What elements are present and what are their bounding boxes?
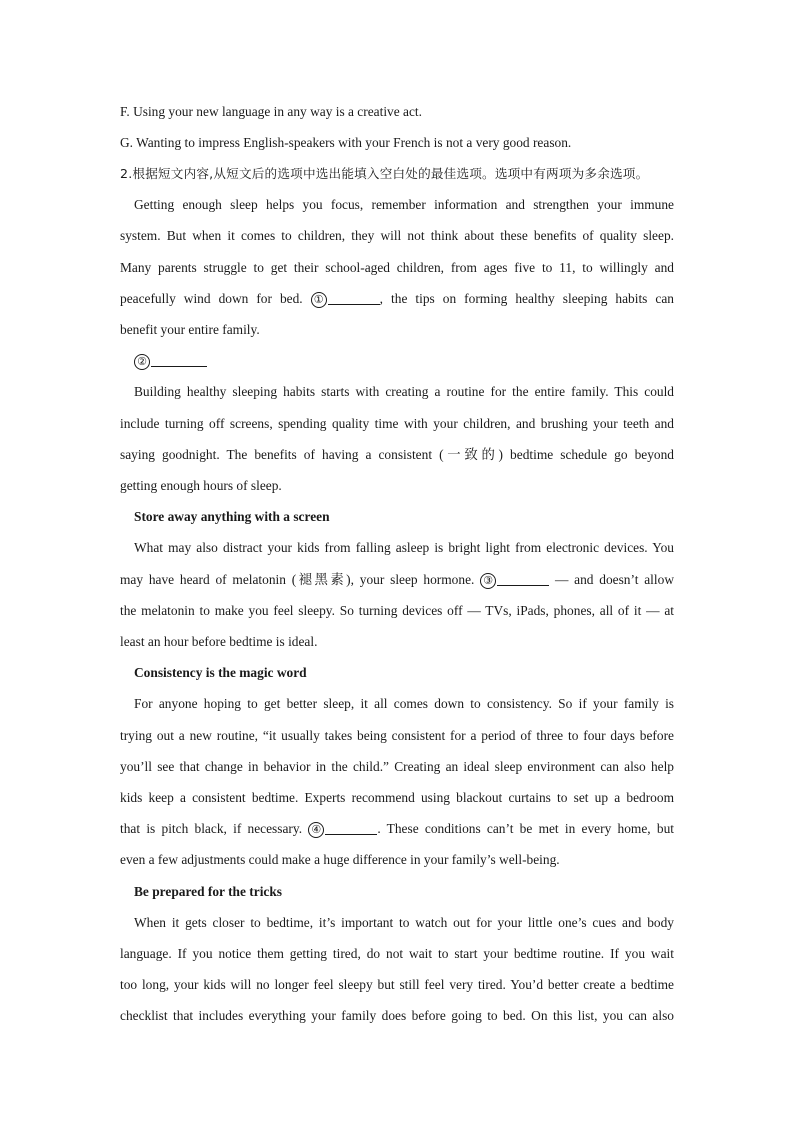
blank-marker-3: ③ xyxy=(480,573,496,589)
p4-line-5 xyxy=(120,819,674,839)
section-heading-tricks: Be prepared for the tricks xyxy=(134,884,283,899)
p3-line-3: the melatonin to make you feel sleepy. So turning devices off — TVs, iPads, phones, all of it — at xyxy=(120,603,674,618)
p1-line-2: system. But when it comes to children, they will not think about these benefits of quality sleep. xyxy=(120,228,674,243)
p5-line-4: checklist that includes everything your family does before going to bed. On this list, you can also xyxy=(120,1008,674,1023)
p5-line-3: too long, your kids will no longer feel sleepy but still feel very tired. You’d better create a bedtime xyxy=(120,977,674,992)
p3-line-1: What may also distract your kids from falling asleep is bright light from electronic devices. You xyxy=(134,540,674,555)
p3-line-2-text-a: may have heard of melatonin (褪黑素), your sleep hormone. xyxy=(120,572,475,587)
p4-line-5-text-a: that is pitch black, if necessary. xyxy=(120,821,303,836)
p5-line-1: When it gets closer to bedtime, it’s important to watch out for your little one’s cues and body xyxy=(134,915,674,930)
p1-line-3: Many parents struggle to get their school-aged children, from ages five to 11, to willingly and xyxy=(120,260,674,275)
p4-line-6: even a few adjustments could make a huge difference in your family’s well-being. xyxy=(120,852,560,867)
task-instruction: 2.根据短文内容,从短文后的选项中选出能填入空白处的最佳选项。选项中有两项为多余选项。 xyxy=(120,166,649,181)
answer-blank-3[interactable] xyxy=(497,572,549,586)
blank-marker-1: ① xyxy=(311,292,327,308)
p1-line-4-text-a: peacefully wind down for bed. xyxy=(120,291,303,306)
option-g: G. Wanting to impress English-speakers with your French is not a very good reason. xyxy=(120,135,572,150)
p2-line-1: Building healthy sleeping habits starts with creating a routine for the entire family. This could xyxy=(134,384,674,399)
p2-line-3: saying goodnight. The benefits of having a consistent (一致的) bedtime schedule go beyond xyxy=(120,447,674,462)
p4-line-3: you’ll see that change in behavior in the child.” Creating an ideal sleep environment can also help xyxy=(120,759,674,774)
blank-marker-2: ② xyxy=(134,354,150,370)
heading-blank-line xyxy=(120,351,674,371)
section-heading-consistency: Consistency is the magic word xyxy=(134,665,307,680)
p2-line-2: include turning off screens, spending quality time with your children, and brushing your teeth and xyxy=(120,416,674,431)
p3-line-4: least an hour before bedtime is ideal. xyxy=(120,634,318,649)
answer-blank-1[interactable] xyxy=(328,291,380,305)
answer-blank-4[interactable] xyxy=(325,821,377,835)
p4-line-1: For anyone hoping to get better sleep, it all comes down to consistency. So if your family is xyxy=(134,696,674,711)
p4-line-4: kids keep a consistent bedtime. Experts recommend using blackout curtains to set up a bedroom xyxy=(120,790,674,805)
section-heading-screen: Store away anything with a screen xyxy=(134,509,330,524)
p5-line-2: language. If you notice them getting tired, do not wait to start your bedtime routine. If you wait xyxy=(120,946,674,961)
p3-line-2-text-b: — and doesn’t allow xyxy=(549,572,674,587)
blank-marker-4: ④ xyxy=(308,822,324,838)
p2-line-4: getting enough hours of sleep. xyxy=(120,478,282,493)
p4-line-5-text-b: . These conditions can’t be met in every home, but xyxy=(377,821,674,836)
p1-line-5: benefit your entire family. xyxy=(120,322,260,337)
answer-blank-2[interactable] xyxy=(151,353,207,367)
p1-line-4 xyxy=(120,289,674,309)
p3-line-2 xyxy=(120,570,674,590)
p1-line-4-text-b: , the tips on forming healthy sleeping habits can xyxy=(379,291,674,306)
p4-line-2: trying out a new routine, “it usually takes being consistent for a period of three to four days before xyxy=(120,728,674,743)
option-f: F. Using your new language in any way is a creative act. xyxy=(120,104,422,119)
p1-line-1: Getting enough sleep helps you focus, remember information and strengthen your immune xyxy=(134,197,674,212)
